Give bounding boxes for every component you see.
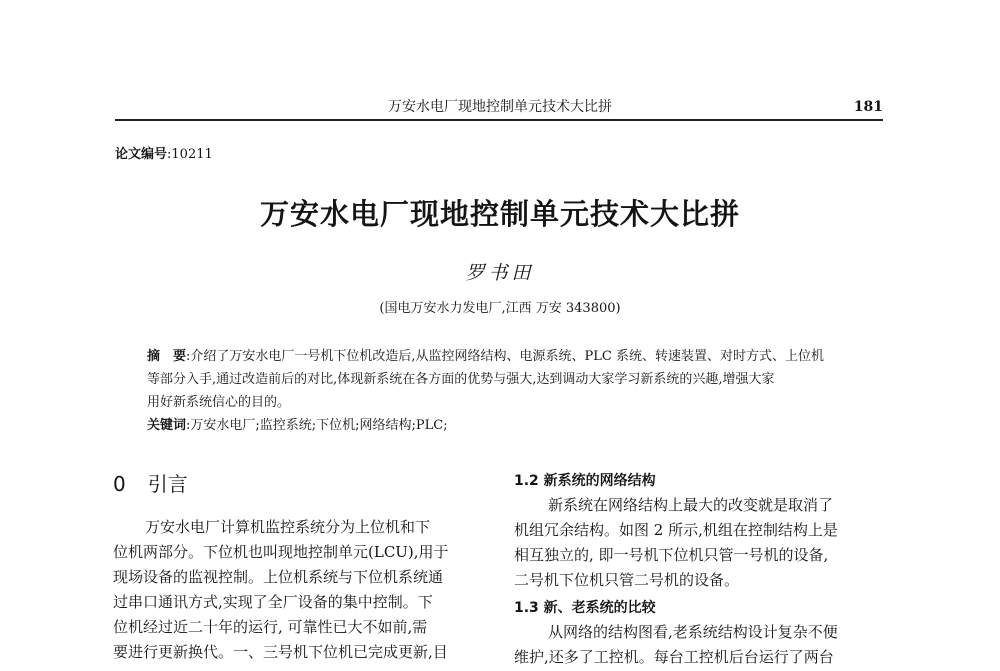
section-title: 引言 (147, 472, 188, 496)
paragraph-line: 新系统在网络结构上最大的改变就是取消了 (548, 496, 834, 514)
subsection-heading-1-3: 1.3 新、老系统的比较 (514, 600, 656, 616)
section-number: 0 (113, 472, 126, 496)
paragraph-line: 过串口通讯方式,实现了全厂设备的集中控制。下 (113, 593, 433, 611)
paragraph-line: 二号机下位机只管二号机的设备。 (514, 571, 740, 589)
abstract-line: 等部分入手,通过改造前后的对比,体现新系统在各方面的优势与强大,达到调动大家学习新系统的兴趣,增强大家 (147, 372, 775, 387)
running-header-title: 万安水电厂现地控制单元技术大比拼 (388, 99, 612, 115)
abstract-text: :介绍了万安水电厂一号机下位机改造后,从监控网络结构、电源系统、PLC 系统、转速装置、对时方式、上位机 (186, 349, 824, 364)
subsection-heading-1-2: 1.2 新系统的网络结构 (514, 473, 656, 489)
page-number: 181 (853, 99, 883, 115)
section-heading-introduction (113, 468, 188, 497)
abstract-label: 摘 要 (147, 349, 187, 364)
paper-id-value: :10211 (167, 147, 213, 162)
paragraph-line: 从网络的结构图看,老系统结构设计复杂不便 (548, 623, 838, 641)
paragraph-line: 机组冗余结构。如图 2 所示,机组在控制结构上是 (514, 521, 838, 539)
author-name: 罗书田 (465, 262, 535, 284)
keywords-line (147, 414, 448, 433)
paragraph-line: 现场设备的监视控制。上位机系统与下位机系统通 (113, 568, 444, 586)
paragraph-line: 相互独立的, 即一号机下位机只管一号机的设备, (514, 546, 829, 564)
paper-id (115, 143, 213, 162)
keywords-label: 关键词 (147, 418, 187, 433)
paper-title: 万安水电厂现地控制单元技术大比拼 (259, 197, 740, 231)
paragraph-line: 要进行更新换代。一、三号机下位机已完成更新,目 (113, 643, 448, 661)
paper-id-label: 论文编号 (115, 147, 168, 162)
abstract-line (147, 345, 824, 364)
keywords-text: :万安水电厂;监控系统;下位机;网络结构;PLC; (186, 418, 448, 433)
paragraph-line: 维护,还多了工控机。每台工控机后台运行了两台 (514, 648, 834, 666)
header-rule (115, 119, 883, 121)
abstract-line: 用好新系统信心的目的。 (147, 395, 291, 410)
paragraph-line: 位机两部分。下位机也叫现地控制单元(LCU),用于 (113, 543, 449, 561)
paragraph-line: 位机经过近二十年的运行, 可靠性已大不如前,需 (113, 618, 428, 636)
paragraph-line: 万安水电厂计算机监控系统分为上位机和下 (145, 518, 431, 536)
author-affiliation: (国电万安水力发电厂,江西 万安 343800) (379, 301, 621, 316)
